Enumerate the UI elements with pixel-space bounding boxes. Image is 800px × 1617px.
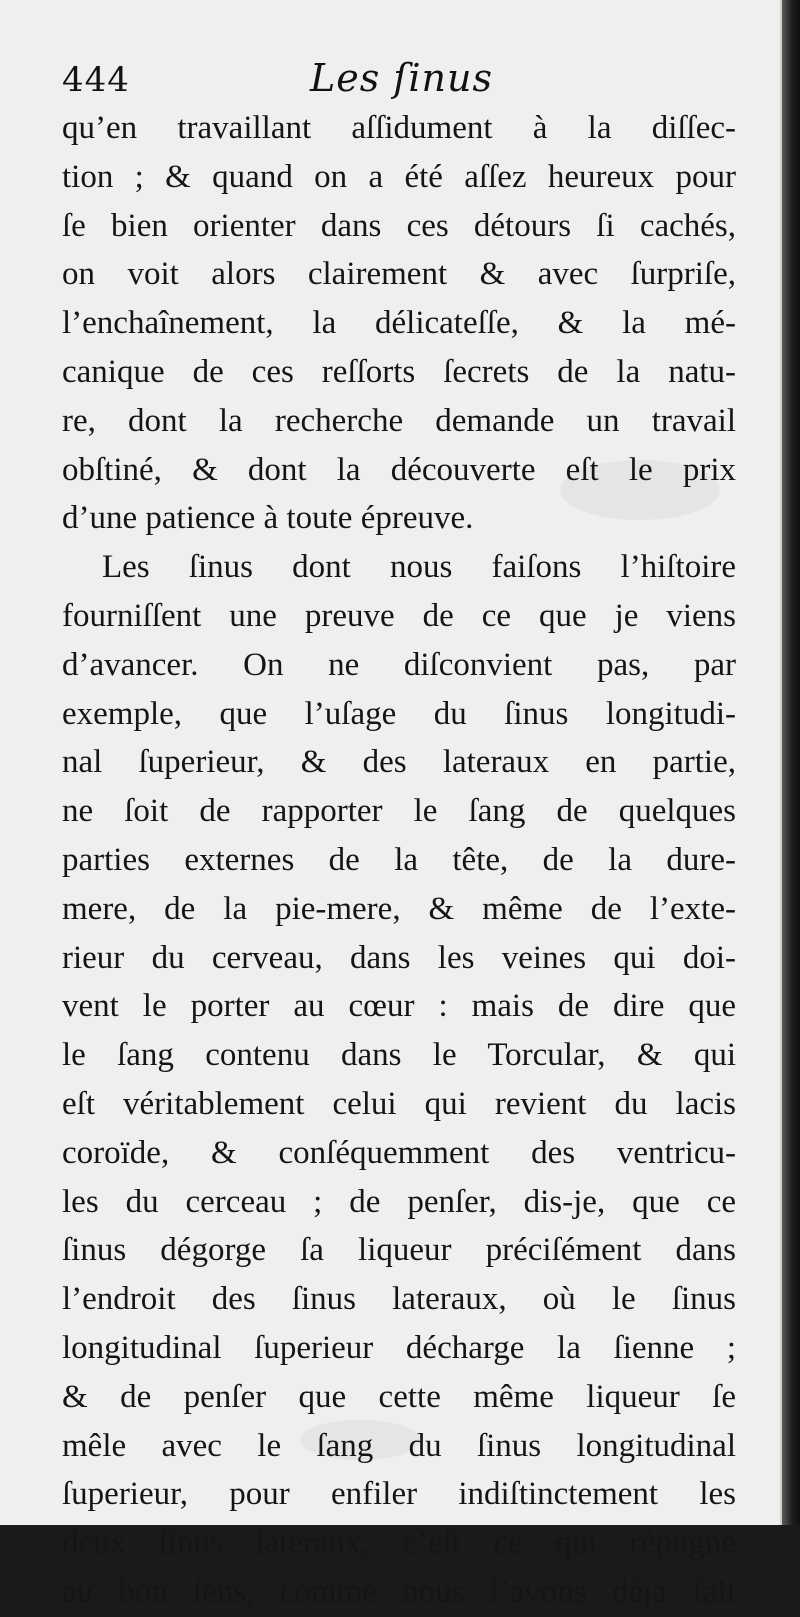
text-line: le ſang contenu dans le Torcular, & qui: [62, 1037, 736, 1074]
text-line: nal ſuperieur, & des lateraux en partie,: [62, 744, 736, 781]
text-line: fourniſſent une preuve de ce que je viens: [62, 597, 736, 634]
text-line: ſe bien orienter dans ces détours ſi cachés,: [62, 207, 736, 244]
text-line: d’une patience à toute épreuve.: [62, 500, 474, 537]
text-line: parties externes de la tête, de la dure-: [62, 841, 736, 878]
text-line: mêle avec le ſang du ſinus longitudinal: [62, 1427, 736, 1464]
text-line: tion ; & quand on a été aſſez heureux pour: [62, 158, 736, 195]
running-title: Les ſinus: [310, 56, 493, 100]
text-line: les du cerceau ; de penſer, dis-je, que ce: [62, 1183, 736, 1220]
text-line: exemple, que l’uſage du ſinus longitudi-: [62, 695, 736, 732]
text-line: longitudinal ſuperieur décharge la ſienne ;: [62, 1329, 736, 1366]
text-line: l’endroit des ſinus lateraux, où le ſinus: [62, 1281, 736, 1318]
text-line: re, dont la recherche demande un travail: [62, 402, 736, 439]
body-text: [62, 104, 736, 1617]
text-line: eſt véritablement celui qui revient du lacis: [62, 1085, 736, 1122]
text-line: on voit alors clairement & avec ſurpriſe,: [62, 256, 736, 293]
text-line: au bon ſens, comme nous l’avons déja fait: [62, 1573, 736, 1610]
text-line: rieur du cerveau, dans les veines qui doi-: [62, 939, 736, 976]
text-line: Les ſinus dont nous faiſons l’hiſtoire: [102, 549, 736, 586]
text-line: l’enchaînement, la délicateſſe, & la mé-: [62, 305, 736, 342]
text-line: vent le porter au cœur : mais de dire que: [62, 988, 736, 1025]
page-edge-shadow: [782, 0, 800, 1525]
text-line: obſtiné, & dont la découverte eſt le prix: [62, 451, 736, 488]
text-line: qu’en travaillant aſſidument à la diſſec-: [62, 110, 736, 146]
text-line: ſuperieur, pour enfiler indiſtinctement les: [62, 1476, 736, 1513]
page-number: 444: [62, 60, 130, 100]
text-line: d’avancer. On ne diſconvient pas, par: [62, 646, 736, 683]
text-line: & de penſer que cette même liqueur ſe: [62, 1378, 736, 1415]
text-line: ne ſoit de rapporter le ſang de quelques: [62, 793, 736, 830]
page-header: [62, 50, 742, 110]
text-line: mere, de la pie-mere, & même de l’exte-: [62, 890, 736, 927]
text-line: deux ſinus lateraux, c’eſt ce qui répugne: [62, 1525, 736, 1562]
text-line: canique de ces reſſorts ſecrets de la natu-: [62, 353, 736, 390]
text-line: coroïde, & conſéquemment des ventricu-: [62, 1134, 736, 1171]
text-line: ſinus dégorge ſa liqueur préciſément dans: [62, 1232, 736, 1269]
